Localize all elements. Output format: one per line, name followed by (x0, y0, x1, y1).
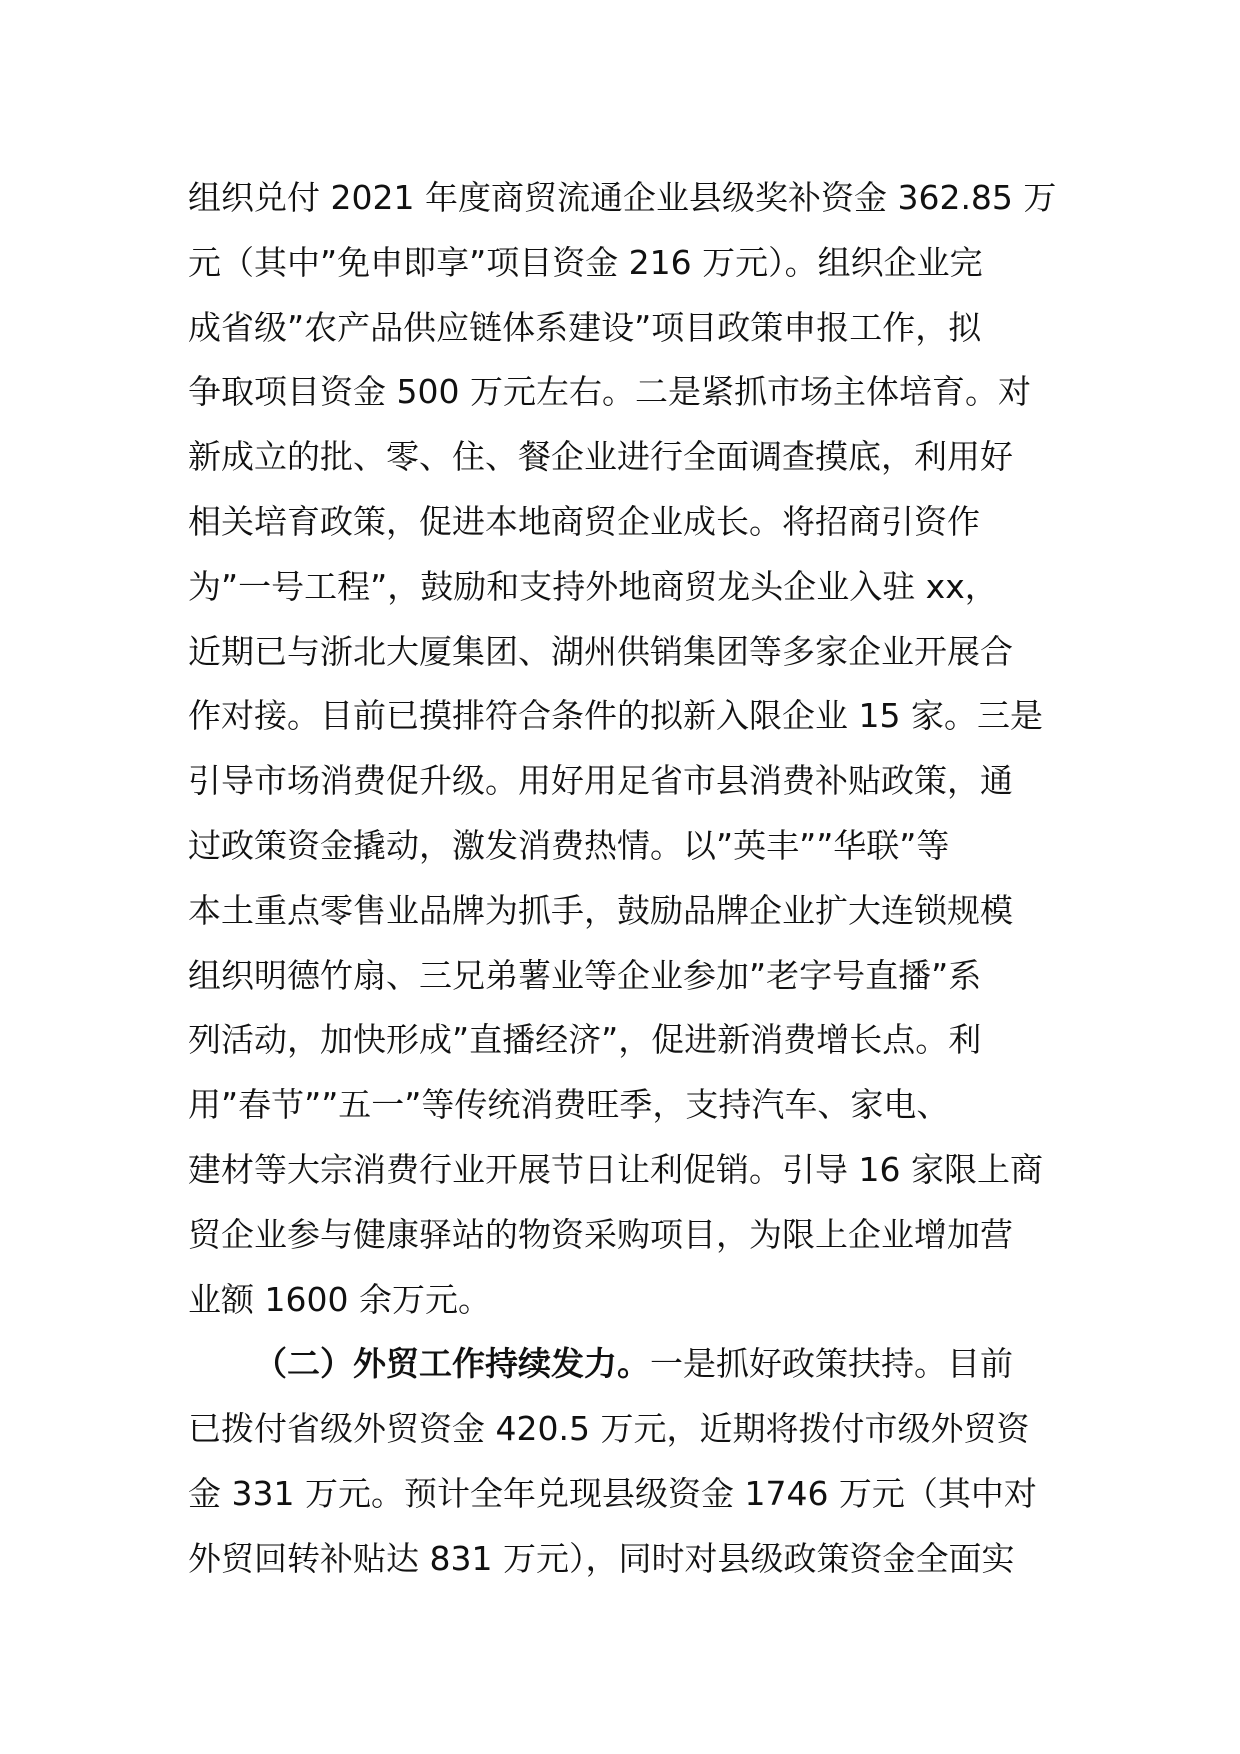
text-line: 外贸回转补贴达 831 万元），同时对县级政策资金全面实 (188, 1538, 1015, 1578)
text-line: 本土重点零售业品牌为抓手，鼓励品牌企业扩大连锁规模 (188, 890, 1013, 930)
text-line: 争取项目资金 500 万元左右。二是紧抓市场主体培育。对 (188, 372, 1031, 412)
text-line: 成省级”农产品供应链体系建设”项目政策申报工作，拟 (188, 307, 982, 347)
section-2-first-line-text: 一是抓好政策扶持。目前 (650, 1344, 1013, 1384)
text-line: 列活动，加快形成”直播经济”，促进新消费增长点。利 (188, 1020, 982, 1060)
body-text (188, 166, 1068, 1592)
text-line: 元（其中”免申即享”项目资金 216 万元）。组织企业完 (188, 242, 983, 282)
text-line: 引导市场消费促升级。用好用足省市县消费补贴政策，通 (188, 761, 1013, 801)
text-line: 已拨付省级外贸资金 420.5 万元，近期将拨付市级外贸资 (188, 1409, 1030, 1449)
section-2-first-line (188, 1332, 1068, 1397)
text-line: 建材等大宗消费行业开展节日让利促销。引导 16 家限上商 (188, 1149, 1043, 1189)
text-line: 用”春节””五一”等传统消费旺季，支持汽车、家电、 (188, 1085, 950, 1125)
section-2-heading: （二）外贸工作持续发力。 (254, 1344, 650, 1384)
text-line: 近期已与浙北大厦集团、湖州供销集团等多家企业开展合 (188, 631, 1013, 671)
text-line: 新成立的批、零、住、餐企业进行全面调查摸底，利用好 (188, 437, 1013, 477)
text-line: 相关培育政策，促进本地商贸企业成长。将招商引资作 (188, 501, 980, 541)
text-line: 组织明德竹扇、三兄弟薯业等企业参加”老字号直播”系 (188, 955, 982, 995)
text-line: 组织兑付 2021 年度商贸流通企业县级奖补资金 362.85 万 (188, 178, 1057, 217)
text-line: 过政策资金撬动，激发消费热情。以”英丰””华联”等 (188, 825, 950, 865)
text-line: 为”一号工程”，鼓励和支持外地商贸龙头企业入驻 xx， (188, 566, 998, 606)
text-line: 贸企业参与健康驿站的物资采购项目，为限上企业增加营 (188, 1214, 1013, 1254)
text-line: 业额 1600 余万元。 (188, 1279, 491, 1319)
text-line: 作对接。目前已摸排符合条件的拟新入限企业 15 家。三是 (188, 696, 1043, 736)
text-line: 金 331 万元。预计全年兑现县级资金 1746 万元（其中对 (188, 1473, 1037, 1513)
